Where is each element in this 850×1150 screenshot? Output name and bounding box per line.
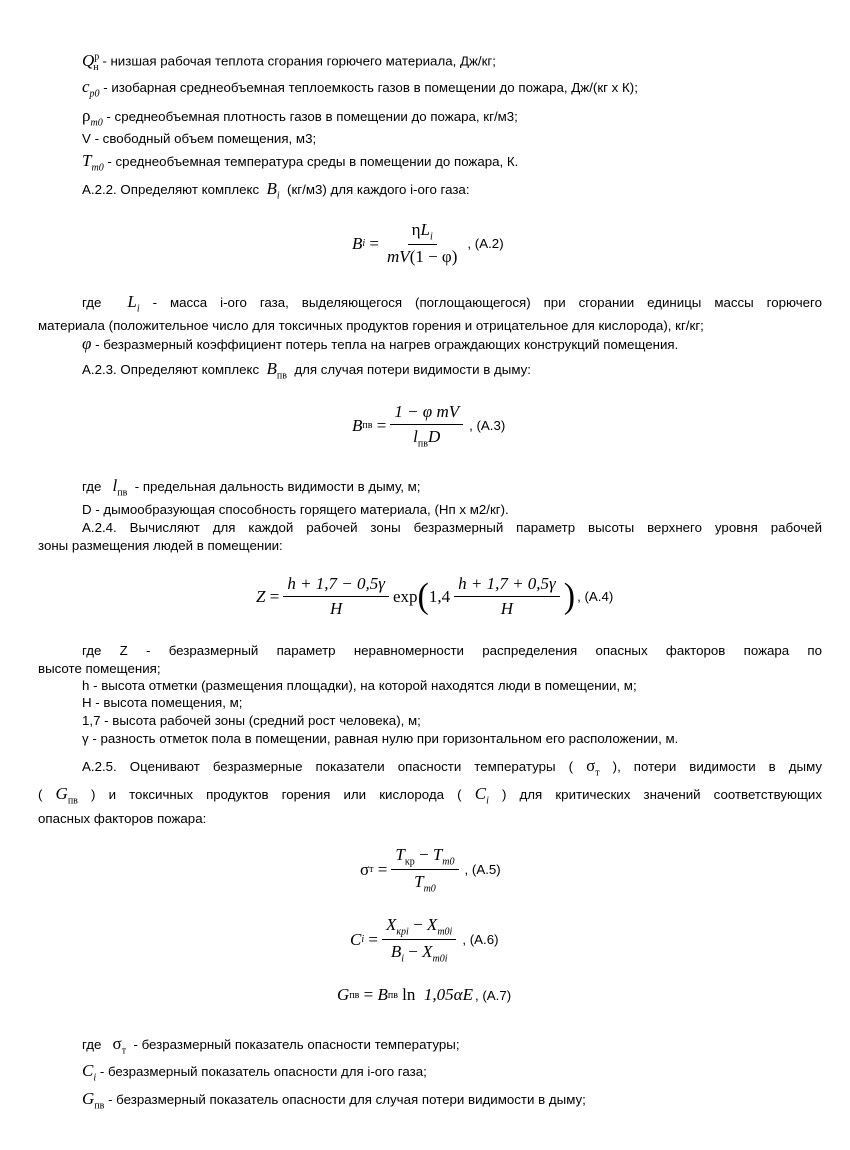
section-a25-line2: ( $G_{пв}$ ) и токсичных продуктов горения или кислорода ( $C_i$ ) для критических значений соответствующих [38, 784, 823, 807]
def-text: - среднеобъемная температура среды в помещении до пожара, К. [107, 154, 519, 169]
section-a25-line3: опасных факторов пожара: [38, 811, 207, 826]
def-text: - среднеобъемная плотность газов в помещении до пожара, кг/м3; [106, 109, 518, 124]
where-L-line1: где $L_i$ - масса i-ого газа, выделяющегося (поглощающегося) при сгорании единицы массы горючего [82, 292, 822, 315]
equation-a4: Z = $\frac{h + 1,7 - 0,5\gamma}{H}$ exp ( 1,4 $\frac{h + 1,7 + 0,5\gamma}{H}$ ) , (А.4) [256, 574, 614, 618]
symbol-T: $T_{m0}$ [82, 151, 104, 174]
def-V: V - свободный объем помещения, м3; [82, 131, 317, 146]
section-a24-line1: А.2.4. Вычисляют для каждой рабочей зоны безразмерный параметр высоты верхнего уровня рабочей [82, 520, 822, 535]
def-text: - низшая рабочая теплота сгорания горючего материала, Дж/кг; [102, 53, 496, 69]
symbol-c: $c_{p0}$ [82, 77, 100, 100]
equation-a5: σ т = $\frac{T_{кр} - T_{m0}}{T_{m0}}$ , (А.5) [360, 845, 501, 895]
section-a23: А.2.3. Определяют комплекс $B_{пв}$ для случая потери видимости в дыму: [82, 359, 531, 382]
symbol-Q: $Q^р_н$ [82, 50, 100, 74]
def-Q [82, 48, 496, 76]
symbol-rho: $\rho_{m0}$ [82, 106, 103, 129]
def-h: h - высота отметки (размещения площадки), на которой находятся люди в помещении, м; [82, 678, 637, 693]
def-cp0 [82, 78, 638, 102]
def-Gpv: $G_{пв}$ - безразмерный показатель опасности для случая потери видимости в дыму; [82, 1089, 586, 1112]
def-rho [82, 107, 518, 131]
def-Ci: $C_i$ - безразмерный показатель опасности для i-ого газа; [82, 1061, 427, 1084]
equation-a2: B i = $\frac{\eta L_i}{mV(1 - \varphi)}$ , (А.2) [352, 220, 504, 267]
def-sigma: где $\sigma_т$ - безразмерный показатель опасности температуры; [82, 1034, 460, 1057]
def-D: D - дымообразующая способность горящего материала, (Нп х м2/кг). [82, 502, 509, 517]
equation-a3: B пв = $\frac{\text{1 − φ mV}}{l_{пв}D}$ , (А.3) [352, 402, 506, 450]
def-H: H - высота помещения, м; [82, 695, 243, 710]
def-17: 1,7 - высота рабочей зоны (средний рост человека), м; [82, 713, 421, 728]
def-text: - изобарная среднеобъемная теплоемкость газов в помещении до пожара, Дж/(кг х К); [103, 80, 638, 95]
where-Z-line2: высоте помещения; [38, 661, 161, 676]
section-a22: А.2.2. Определяют комплекс $B_i$ (кг/м3) для каждого i-ого газа: [82, 179, 470, 202]
where-l: где $l_{пв}$ - предельная дальность видимости в дыму, м; [82, 476, 421, 499]
equation-a7: G пв = B пв ln 1,05αE , (А.7) [337, 985, 512, 1004]
def-phi: φ - безразмерный коэффициент потерь тепла на нагрев ограждающих конструкций помещения. [82, 334, 679, 353]
def-gamma: γ - разность отметок пола в помещении, равная нулю при горизонтальном его расположении, м. [82, 731, 679, 746]
section-a25-line1: А.2.5. Оценивают безразмерные показатели опасности температуры ( $\sigma_т$ ), потери видимости в дыму [82, 756, 823, 779]
where-L-line2: материала (положительное число для токсичных продуктов горения и отрицательное для кислорода), кг/кг; [38, 318, 704, 333]
def-Tm0 [82, 152, 518, 176]
where-Z-line1: где Z - безразмерный параметр неравномерности распределения опасных факторов пожара по [82, 643, 822, 658]
section-a24-line2: зоны размещения людей в помещении: [38, 538, 283, 553]
equation-a6: C i = $\frac{X_{крi} - X_{m0i}}{B_i - X_{m0i}}$ , (А.6) [350, 915, 499, 965]
